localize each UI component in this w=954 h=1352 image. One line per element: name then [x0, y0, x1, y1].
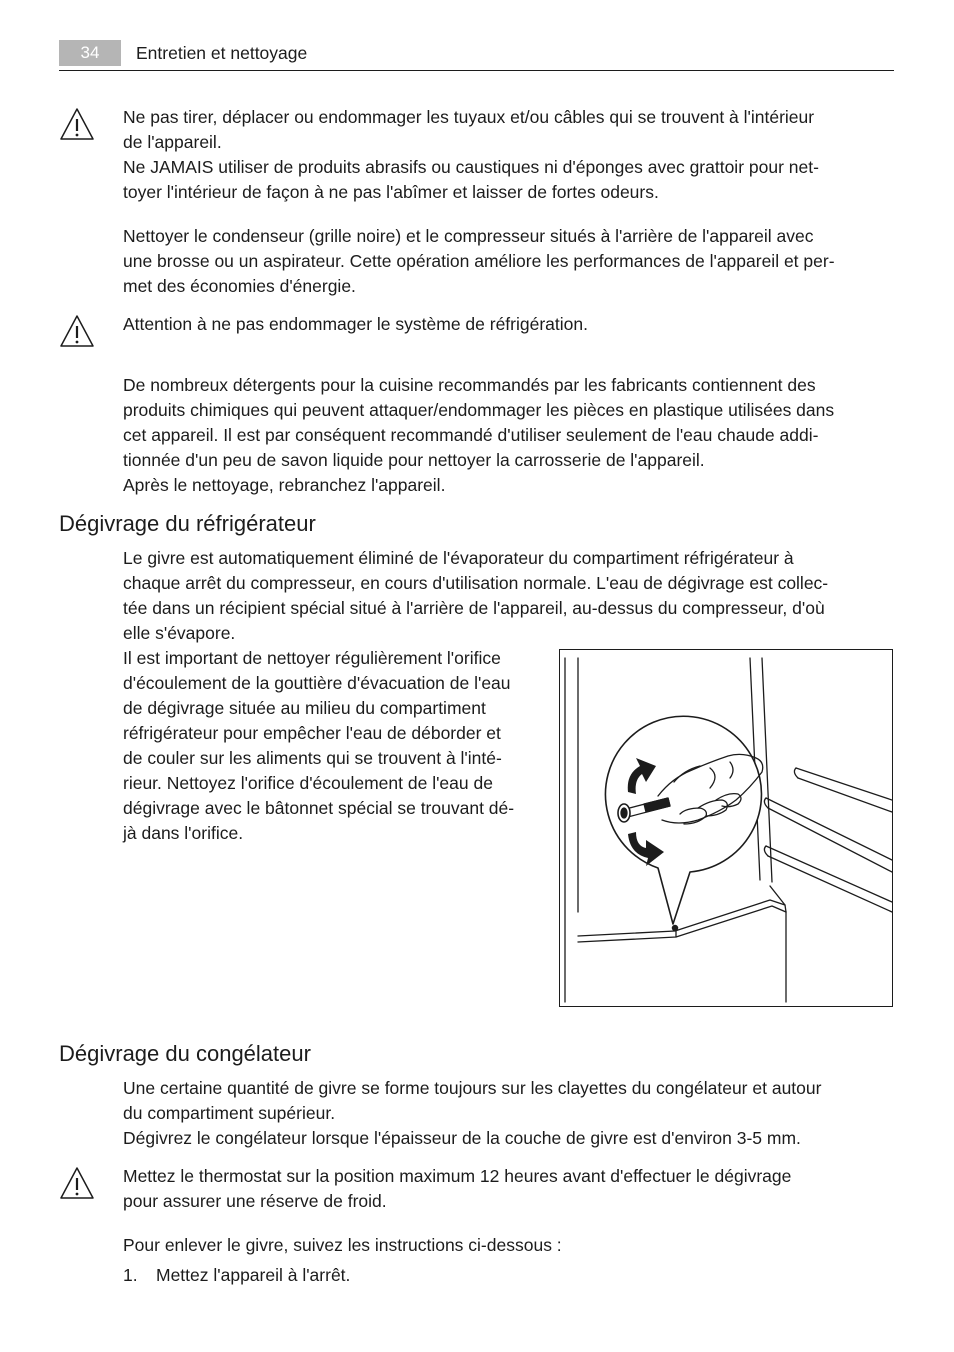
page-number: 34	[59, 40, 121, 66]
warning-triangle-icon	[59, 314, 95, 348]
warning-text-refrigeration: Attention à ne pas endommager le système de réfrigération.	[123, 314, 588, 334]
drain-cleaning-drawing	[560, 650, 892, 1006]
running-header: Entretien et nettoyage	[136, 43, 308, 63]
section-title-fridge-defrost: Dégivrage du réfrigérateur	[59, 511, 316, 536]
fridge-defrost-intro: Le givre est automatiquement éliminé de l'évaporateur du compartiment réfrigérateur à chaque arrêt du compresseur, en cours d'utilisation normale. L'eau de dégivrage est collec- tée dans un récipient spécial situé à l'arrière de l'appareil, au-dessus du compresseur, d'où elle s'évapore.	[123, 548, 829, 643]
warning-text-thermostat: Mettez le thermostat sur la position maximum 12 heures avant d'effectuer le dégivrage pour assurer une réserve de froid.	[123, 1166, 792, 1211]
freezer-defrost-intro: Une certaine quantité de givre se forme toujours sur les clayettes du congélateur et autour du compartiment supérieur. Dégivrez le congélateur lorsque l'épaisseur de la couche de givre est d'environ 3-5 mm.	[123, 1078, 822, 1148]
condenser-paragraph: Nettoyer le condenseur (grille noire) et le compresseur situés à l'arrière de l'appareil avec une brosse ou un aspirateur. Cette opération améliore les performances de l'appareil et per- met des économies d'énergie.	[123, 226, 835, 296]
detergents-paragraph: De nombreux détergents pour la cuisine recommandés par les fabricants contiennent des produits chimiques qui peuvent attaquer/endommager les pièces en plastique utilisées dans cet appareil. Il est par conséquent recommandé d'utiliser seulement de l'eau chaude addi- tionnée d'un peu de savon liquide pour nettoyer la carrosserie de l'appareil. Après le nettoyage, rebranchez l'appareil.	[123, 375, 835, 495]
header-rule	[59, 70, 894, 71]
drain-cleaning-illustration	[559, 649, 893, 1007]
section-title-freezer-defrost: Dégivrage du congélateur	[59, 1041, 311, 1066]
step-number: 1.	[123, 1265, 138, 1285]
drain-hole-paragraph: Il est important de nettoyer régulièrement l'orifice d'écoulement de la gouttière d'évacuation de l'eau de dégivrage située au milieu du compartiment réfrigérateur pour empêcher l'eau de déborder et de couler sur les aliments qui se trouvent à l'inté- rieur. Nettoyez l'orifice d'écoulement de l'eau de dégivrage avec le bâtonnet spécial se trouvant dé- jà dans l'orifice.	[123, 648, 515, 843]
warning-triangle-icon	[59, 107, 95, 141]
list-item	[123, 1263, 895, 1288]
instructions-intro: Pour enlever le givre, suivez les instructions ci-dessous :	[123, 1235, 562, 1255]
step-text: Mettez l'appareil à l'arrêt.	[156, 1265, 351, 1285]
warning-triangle-icon	[59, 1166, 95, 1200]
warning-text-cables: Ne pas tirer, déplacer ou endommager les tuyaux et/ou câbles qui se trouvent à l'intérieur de l'appareil. Ne JAMAIS utiliser de produits abrasifs ou caustiques ni d'éponges avec grattoir pour net- toyer l'intérieur de façon à ne pas l'abîmer et laisser de fortes odeurs.	[123, 107, 819, 202]
